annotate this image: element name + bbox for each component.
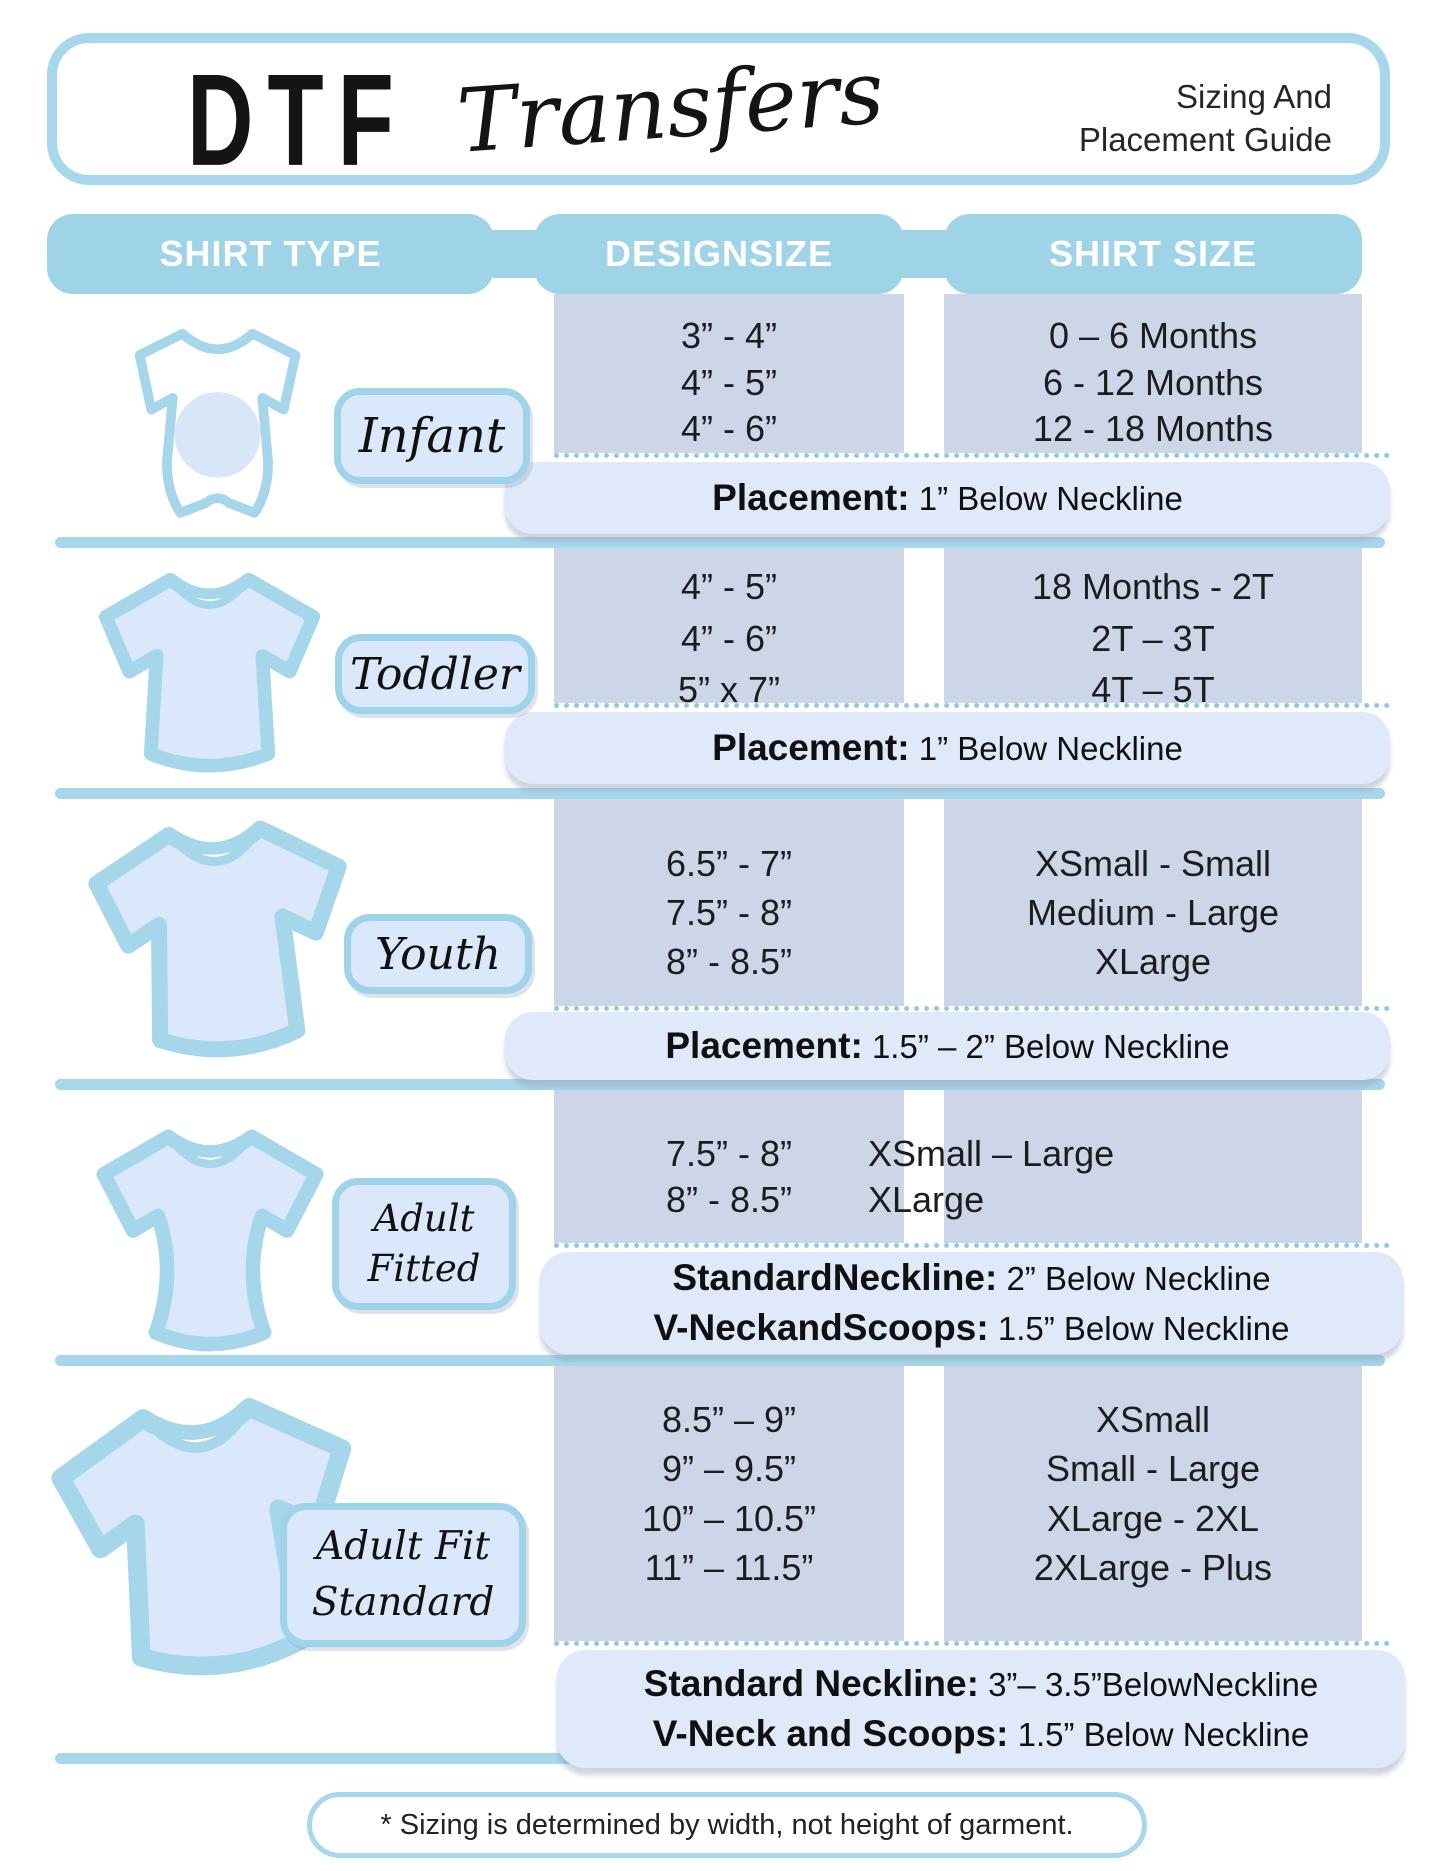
design-size-value: 4” - 6”: [680, 617, 777, 659]
shirt-size-value: 18 Months - 2T: [1031, 566, 1275, 607]
design-size-value: 5” x 7”: [677, 669, 781, 710]
placement-box: [505, 712, 1390, 784]
design-size-value: 4” - 5”: [680, 361, 777, 403]
design-size-value: 6.5” - 7”: [665, 843, 793, 884]
shirt-size-value: XSmall – Large: [868, 1133, 1115, 1174]
design-size-values: [554, 843, 904, 983]
toddler-shirt-icon: [92, 565, 327, 790]
row-divider: [55, 1079, 1385, 1090]
placement-value: 2” Below Neckline: [1006, 1260, 1271, 1297]
placement-value: 1” Below Neckline: [918, 480, 1183, 517]
logo-transfers-script: Transfers: [453, 40, 888, 173]
shirt-type-label-youth: [344, 914, 532, 994]
shirt-size-value: 0 – 6 Months: [1048, 315, 1258, 356]
placement-value: 1.5” Below Neckline: [997, 1310, 1290, 1347]
youth-shirt-icon: [76, 806, 369, 1087]
placement-value: 1” Below Neckline: [918, 730, 1183, 767]
shirt-size-value: XLarge - 2XL: [1046, 1497, 1260, 1539]
shirt-size-value: 6 - 12 Months: [1042, 361, 1264, 403]
design-size-value: 9” – 9.5”: [661, 1448, 797, 1490]
shirt-size-value: 4T – 5T: [1091, 669, 1215, 710]
design-size-value: 4” - 6”: [680, 408, 777, 449]
column-header-design-size: DESIGNSIZE: [534, 214, 904, 294]
shirt-size-value: XSmall: [1095, 1399, 1211, 1440]
label-text: Standard: [311, 1580, 495, 1625]
dotted-separator: [554, 1006, 1390, 1011]
placement-label: Standard Neckline:: [643, 1663, 979, 1704]
placement-label: V-NeckandScoops:: [653, 1307, 989, 1348]
placement-box: [505, 462, 1390, 534]
shirt-size-value: XLarge: [868, 1179, 985, 1220]
dotted-separator: [554, 1641, 1390, 1646]
header-box: [47, 33, 1390, 194]
shirt-size-value: Small - Large: [1045, 1448, 1261, 1490]
footer-note: [307, 1792, 1147, 1858]
design-size-value: 8” - 8.5”: [665, 941, 793, 982]
design-size-values: [554, 1133, 904, 1221]
placement-value: 1.5” Below Neckline: [1017, 1716, 1310, 1753]
column-header-shirt-type: SHIRT TYPE: [47, 214, 494, 294]
dotted-separator: [554, 453, 1390, 458]
label-text: Adult: [373, 1197, 475, 1240]
placement-line: [557, 1713, 1405, 1755]
placement-line: [505, 477, 1390, 519]
dotted-separator: [554, 1243, 1390, 1248]
label-text: Toddler: [350, 648, 520, 700]
adult-fitted-shirt-icon: [85, 1112, 335, 1372]
placement-box: [557, 1650, 1405, 1768]
design-size-values: [554, 315, 904, 450]
placement-line: [505, 1025, 1390, 1067]
logo-dtf: DTF: [187, 48, 408, 194]
infant-onesie-icon: [120, 322, 315, 542]
shirt-size-value: XSmall - Small: [1034, 843, 1272, 884]
placement-line: [540, 1257, 1403, 1299]
placement-label: Placement:: [712, 477, 910, 518]
shirt-type-label-adult-fit-standard: [280, 1503, 526, 1647]
column-header-shirt-size: SHIRT SIZE: [944, 214, 1362, 294]
placement-label: Placement:: [712, 727, 910, 768]
shirt-size-value: Medium - Large: [1026, 892, 1280, 933]
placement-label: V-Neck and Scoops:: [652, 1713, 1009, 1754]
placement-line: [505, 727, 1390, 769]
design-size-values: [554, 566, 904, 711]
shirt-size-values: [944, 566, 1362, 711]
design-size-value: 4” - 5”: [680, 566, 777, 607]
footer-note-text: * Sizing is determined by width, not height of garment.: [380, 1808, 1074, 1841]
shirt-size-values: [944, 1399, 1362, 1589]
shirt-size-values: [868, 1133, 1288, 1221]
design-size-value: 7.5” - 8”: [665, 1133, 793, 1174]
shirt-type-label-infant: [334, 388, 530, 484]
shirt-size-value: 2XLarge - Plus: [1033, 1546, 1273, 1588]
shirt-size-values: [944, 315, 1362, 450]
placement-value: 1.5” – 2” Below Neckline: [871, 1028, 1230, 1065]
shirt-size-value: 12 - 18 Months: [1032, 408, 1274, 449]
design-size-value: 7.5” - 8”: [665, 892, 793, 933]
label-text: Infant: [358, 408, 506, 464]
placement-label: StandardNeckline:: [672, 1257, 998, 1298]
label-text: Adult Fit: [316, 1524, 490, 1569]
placement-value: 3”– 3.5”BelowNeckline: [988, 1666, 1319, 1703]
guide-subtitle: [1079, 75, 1332, 161]
label-text: Youth: [374, 928, 502, 980]
design-size-value: 10” – 10.5”: [641, 1497, 817, 1539]
placement-label: Placement:: [665, 1025, 863, 1066]
placement-box: [505, 1012, 1390, 1080]
shirt-size-value: XLarge: [1094, 941, 1212, 982]
label-text: Fitted: [367, 1247, 481, 1290]
shirt-size-value: 2T – 3T: [1091, 617, 1215, 659]
subtitle-line-1: Sizing And: [1176, 78, 1332, 115]
design-size-value: 8” - 8.5”: [665, 1179, 793, 1220]
design-size-value: 3” - 4”: [680, 315, 777, 356]
shirt-type-label-adult-fitted: [332, 1178, 516, 1310]
placement-line: [540, 1307, 1403, 1349]
design-size-values: [554, 1399, 904, 1589]
subtitle-line-2: Placement Guide: [1078, 121, 1332, 158]
design-size-value: 8.5” – 9”: [661, 1399, 797, 1440]
placement-box: [540, 1252, 1403, 1354]
design-size-value: 11” – 11.5”: [644, 1546, 814, 1588]
shirt-type-label-toddler: [335, 634, 535, 714]
shirt-size-values: [944, 843, 1362, 983]
placement-line: [557, 1663, 1405, 1705]
